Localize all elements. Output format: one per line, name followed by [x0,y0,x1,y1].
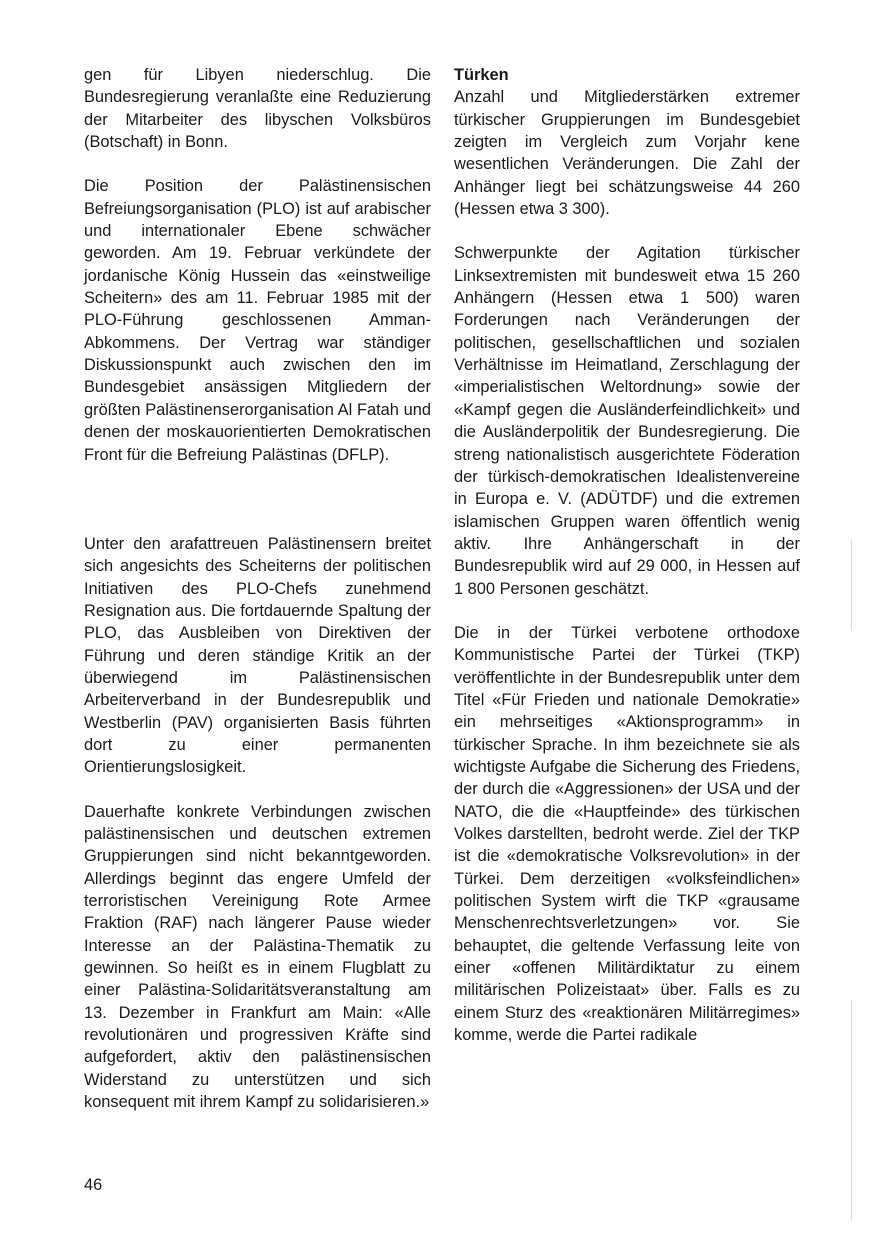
right-paragraph-3: Die in der Türkei verbotene orthodoxe Kommunistische Partei der Türkei (TKP) veröffentlichte in der Bundesrepublik unter dem Titel «Für Frieden und nationale Demokratie» ein mehrseitiges «Aktionsprogramm» in türkischer Sprache. In ihm bezeichnete sie als wichtigste Aufgabe die Sicherung des Friedens, der durch die «Aggressionen» der USA und der NATO, die die «Hauptfeinde» des türkischen Volkes darstellten, bedroht werde. Ziel der TKP ist die «demokratische Volksrevolution» in der Türkei. Dem derzeitigen «volksfeindlichen» politischen System wirft die TKP «grausame Menschenrechtsverletzungen» vor. Sie behauptet, die geltende Verfassung leite von einer «offenen Militärdiktatur zu einem militärischen Polizeistaat» über. Falls es zu einem Sturz des «reaktionären Militärregimes» komme, werde die Partei radikale [454,623,800,1045]
left-paragraph-1: gen für Libyen niederschlug. Die Bundesregierung veranlaßte eine Reduzierung der Mitarbeiter des libyschen Volksbüros (Botschaft) in Bonn. [84,66,431,152]
right-column [454,64,800,1046]
left-paragraph-4: Dauerhafte konkrete Verbindungen zwischen palästinensischen und deutschen extremen Gruppierungen sind nicht bekanntgeworden. Allerdings beginnt das engere Umfeld der terroristischen Vereinigung Rote Armee Fraktion (RAF) nach längerer Pause wieder Interesse an der Palästina-Thematik zu gewinnen. So heißt es in einem Flugblatt zu einer Palästina-Solidaritätsveranstaltung am 13. Dezember in Frankfurt am Main: «Alle revolutionären und progressiven Kräfte sind aufgefordert, aktiv den palästinensischen Widerstand zu unterstützen und sich konsequent mit ihrem Kampf zu solidarisieren.» [84,802,431,1112]
left-paragraph-3: Unter den arafattreuen Palästinensern breitet sich angesichts des Scheiterns der politischen Initiativen des PLO-Chefs zunehmend Resignation aus. Die fortdauernde Spaltung der PLO, das Ausbleiben von Direktiven der Führung und deren ständige Kritik an der überwiegend im Palästinensischen Arbeiterverband in der Bundesrepublik und Westberlin (PAV) organisierten Basis führten dort zu einer permanenten Orientierungslosigkeit. [84,534,431,777]
scan-edge-mark [851,1000,852,1220]
left-column [84,64,431,1113]
scan-edge-mark [851,540,852,630]
left-paragraph-2: Die Position der Palästinensischen Befreiungsorganisation (PLO) ist auf arabischer und internationaler Ebene schwächer geworden. Am 19. Februar verkündete der jordanische König Hussein das «einstweilige Scheitern» des am 11. Februar 1985 mit der PLO-Führung geschlossenen Amman-Abkommens. Der Vertrag war ständiger Diskussionspunkt auch zwischen den im Bundesgebiet ansässigen Mitgliedern der größten Palästinenserorganisation Al Fatah und denen der moskauorientierten Demokratischen Front für die Befreiung Palästinas (DFLP). [84,177,431,464]
right-paragraph-1: Anzahl und Mitgliederstärken extremer türkischer Gruppierungen im Bundesgebiet zeigten im Vergleich zum Vorjahr kene wesentlichen Veränderungen. Die Zahl der Anhänger liegt bei schätzungsweise 44 260 (Hessen etwa 3 300). [454,88,800,219]
section-heading: Türken [454,66,509,84]
right-paragraph-2: Schwerpunkte der Agitation türkischer Linksextremisten mit bundesweit etwa 15 260 Anhängern (Hessen etwa 1 500) waren Forderungen nach Veränderungen der politischen, gesellschaftlichen und sozialen Verhältnisse im Heimatland, Zerschlagung der «imperialistischen Weltordnung» sowie der «Kampf gegen die Ausländerfeindlichkeit» und die Ausländerpolitik der Bundesregierung. Die streng nationalistisch ausgerichtete Föderation der türkisch-demokratischen Idealistenvereine in Europa e. V. (ADÜTDF) und die extremen islamischen Gruppen waren öffentlich wenig aktiv. Ihre Anhängerschaft in der Bundesrepublik wird auf 29 000, in Hessen auf 1 800 Personen geschätzt. [454,244,800,598]
page-number: 46 [84,1176,103,1194]
